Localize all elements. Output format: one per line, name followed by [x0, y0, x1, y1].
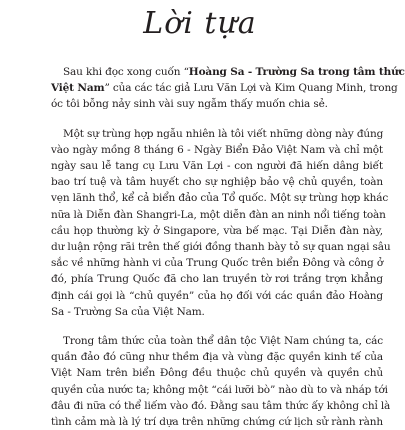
- paragraph-3: [51, 333, 391, 430]
- book-title-cont: Việt Nam: [51, 82, 105, 95]
- text-line: bao trí tuệ và tâm huyết cho sự nghiệp bảo vệ chủ quyền, toàn: [51, 176, 383, 189]
- text-line: nữa là Diễn đàn Shangri-La, một diễn đàn an ninh nổi tiếng toàn: [51, 208, 386, 221]
- text-line: ngày sau lễ tang cụ Lưu Văn Lợi - con người đã hiến dâng biết: [51, 160, 383, 173]
- text-line: quyền của nước ta; không một “cái lưỡi bò” nào dù to và nháp tới: [51, 383, 388, 396]
- paragraph-2: [51, 126, 391, 320]
- text-line: định cái gọi là “chủ quyền” của họ đối với các quần đảo Hoàng: [51, 289, 383, 302]
- body-text: [51, 64, 405, 430]
- text-line: Một sự trùng hợp ngẫu nhiên là tôi viết những dòng này đúng: [63, 127, 384, 140]
- text-line: Việt Nam” của các tác giả Lưu Văn Lợi và Kim Quang Minh, trong: [51, 82, 398, 95]
- text-line: sắc về những hành vi của Trung Quốc trên biển Đông và công ở: [51, 257, 383, 270]
- book-title: Hoàng Sa - Trường Sa trong tâm thức: [188, 66, 405, 78]
- text-line: đâu đi nữa có thể liếm vào đó. Đằng sau tâm thức ấy không chỉ là: [51, 399, 391, 412]
- paragraph-gap: [51, 320, 383, 333]
- text-line: Việt Nam trên biển Đông đều thuộc chủ quyền và quyền chủ: [51, 367, 383, 380]
- text-line: tình cảm mà là lý trí dựa trên những chứng cứ lịch sử rành rành: [51, 416, 383, 429]
- text-line: vào ngày mồng 8 tháng 6 - Ngày Biển Đảo Việt Nam và chỉ một: [51, 143, 383, 156]
- text-line: Sa - Trường Sa của Việt Nam.: [51, 305, 205, 318]
- paragraph-gap: [51, 113, 383, 126]
- paragraph-1: [51, 64, 405, 113]
- text-line: cầu họp thường kỳ ở Singapore, vừa bế mạc. Tại Diễn đàn này,: [51, 224, 383, 237]
- text-line: quần đảo đó cũng như thềm địa và vùng đặc quyền kinh tế của: [51, 351, 383, 364]
- page-title: Lời tựa: [143, 6, 257, 41]
- text-line: đó, phía Trung Quốc đã cho lan truyền tờ rơi trắng trợn khẳng: [51, 273, 383, 286]
- text-line: dư luận rộng rãi trên thế giới đồng thanh bày tỏ sự quan ngại sâu: [51, 241, 391, 254]
- text-line: vẹn lãnh thổ, kể cả biển đảo của Tổ quốc. Một sự trùng hợp khác: [51, 192, 389, 205]
- text-line: Sau khi đọc xong cuốn “Hoàng Sa - Trường Sa trong tâm thức: [63, 66, 405, 78]
- text-line: Trong tâm thức của toàn thể dân tộc Việt Nam chúng ta, các: [63, 335, 383, 348]
- text-line: óc tôi bỗng nảy sinh vài suy ngẫm thấy muốn chia sẻ.: [51, 98, 328, 111]
